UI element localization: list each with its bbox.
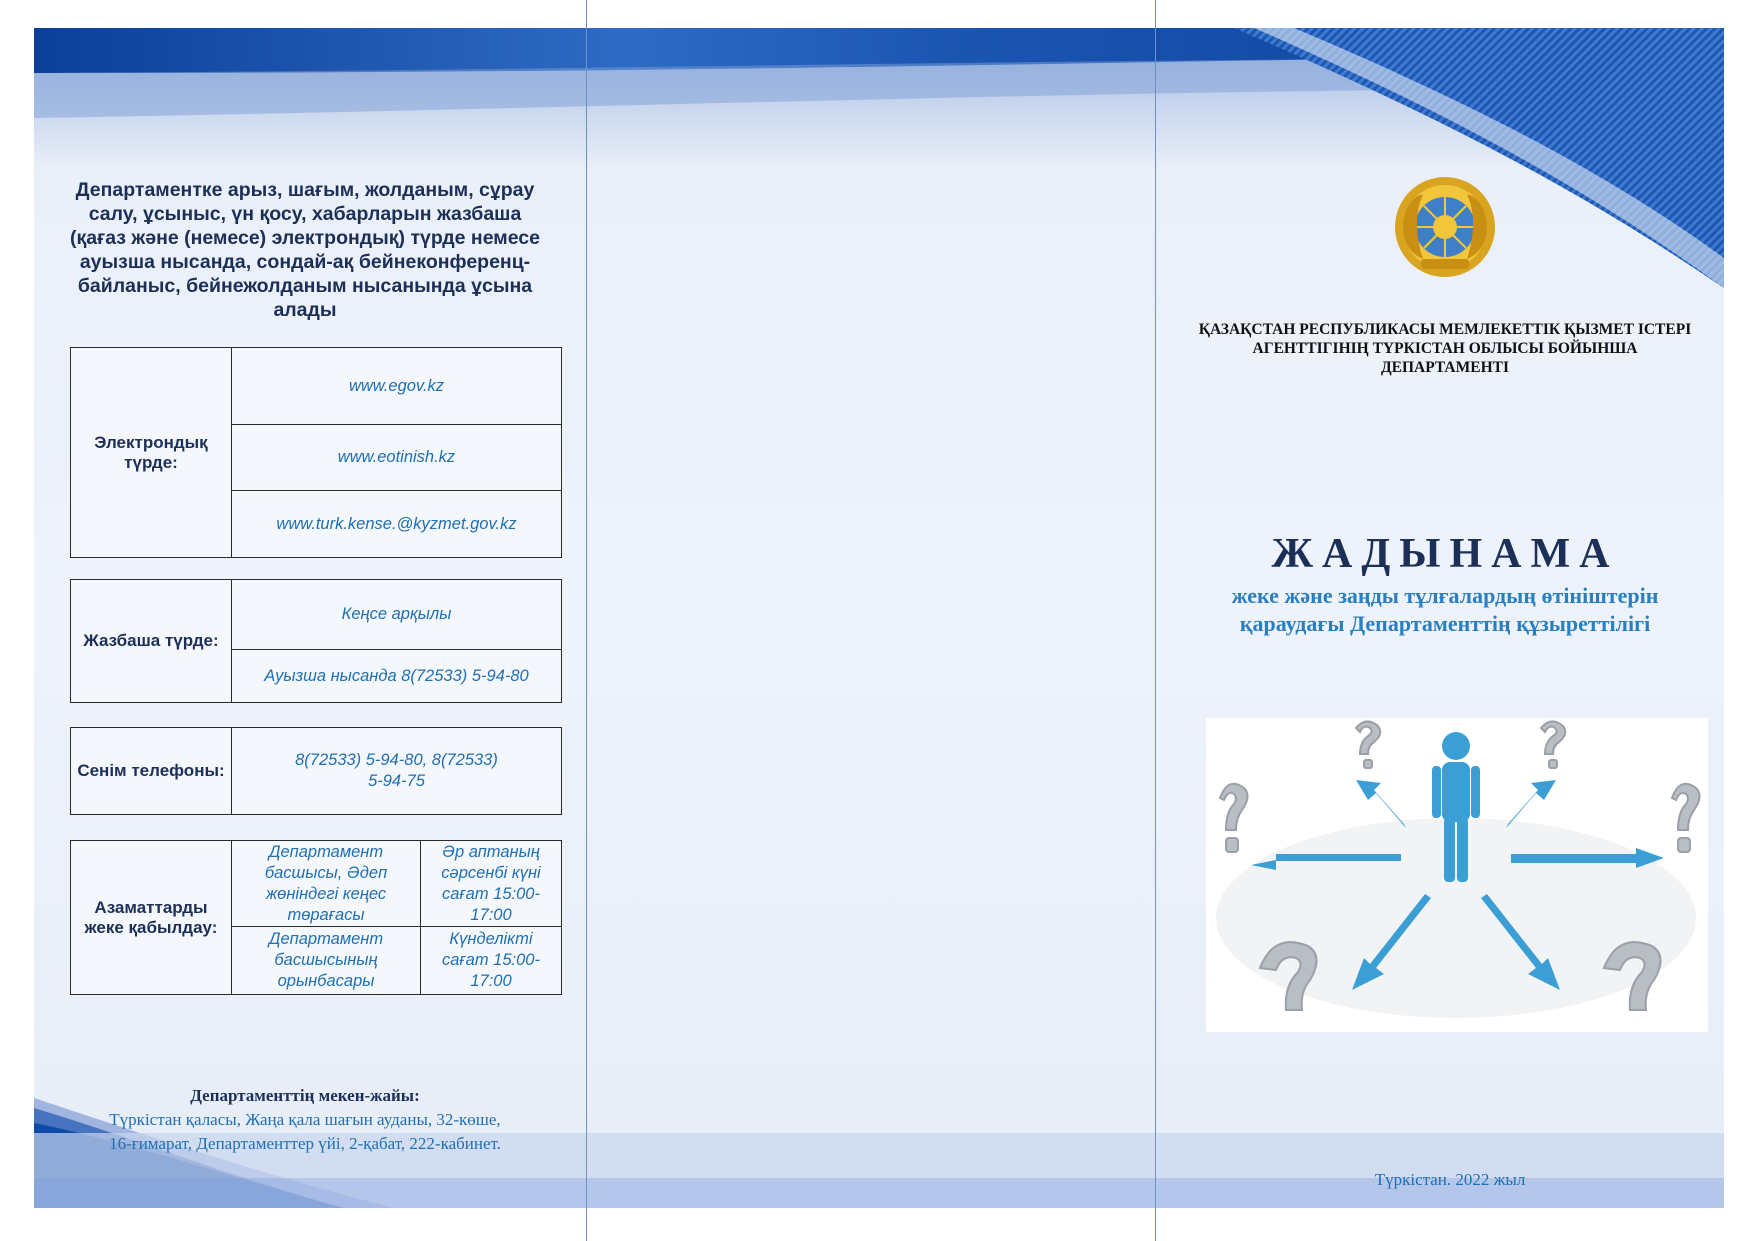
egov-link[interactable]: www.egov.kz	[232, 348, 562, 425]
written-oral: Ауызша нысанда 8(72533) 5-94-80	[232, 650, 562, 703]
address-title: Департаменттің мекен-жайы:	[190, 1086, 420, 1105]
organization-name: ҚАЗАҚСТАН РЕСПУБЛИКАСЫ МЕМЛЕКЕТТІК ҚЫЗМЕТ ІСТЕРІ АГЕНТТІГІНІҢ ТҮРКІСТАН ОБЛЫСЫ БОЙЫНША ДЕПАРТАМЕНТІ	[1198, 321, 1692, 376]
reception-table	[70, 840, 562, 995]
trust-phone-label: Сенім телефоны:	[71, 728, 232, 815]
fold-line-left	[586, 0, 587, 1241]
reception-when-2: Күнделікті сағат 15:00-17:00	[421, 927, 562, 995]
address-line-2: 16-ғимарат, Департаменттер үйі, 2-қабат, 222-кабинет.	[109, 1134, 501, 1153]
electronic-label: Электрондық түрде:	[71, 348, 232, 558]
intro-text: Департаментке арыз, шағым, жолданым, сұрау салу, ұсыныс, үн қосу, хабарларын жазбаша (қағаз және (немесе) электрондық) түрде немесе ауызша нысанда, сондай-ақ бейнеконференц-байланыс, бейнежолданым нысанында ұсына алады	[70, 179, 540, 321]
electronic-table	[70, 347, 562, 558]
state-emblem-icon	[1393, 175, 1497, 279]
address-line-1: Түркістан қаласы, Жаңа қала шағын ауданы, 32-көше,	[109, 1110, 501, 1129]
kense-email-link[interactable]: www.turk.kense.@kyzmet.gov.kz	[232, 491, 562, 558]
brochure-subtitle: жеке және заңды тұлғалардың өтініштерін қараудағы Департаменттің құзыреттілігі	[1231, 583, 1659, 636]
reception-who-1: Департамент басшысы, Әдеп жөніндегі кеңес төрағасы	[232, 841, 421, 927]
eotinish-link[interactable]: www.eotinish.kz	[232, 425, 562, 491]
fold-line-right	[1155, 0, 1156, 1241]
reception-label: Азаматтарды жеке қабылдау:	[71, 841, 232, 995]
person-arrows-illustration	[1206, 718, 1708, 1032]
reception-when-1: Әр аптаның сәрсенбі күні сағат 15:00-17:00	[421, 841, 562, 927]
written-office: Кеңсе арқылы	[232, 580, 562, 650]
city-year-footer: Түркістан. 2022 жыл	[1374, 1170, 1526, 1189]
reception-who-2: Департамент басшысының орынбасары	[232, 927, 421, 995]
trust-phone-table	[70, 727, 562, 815]
trust-phone-value: 8(72533) 5-94-80, 8(72533) 5-94-75	[232, 728, 562, 815]
written-label: Жазбаша түрде:	[71, 580, 232, 703]
written-table	[70, 579, 562, 703]
brochure-title: ЖАДЫНАМА	[1271, 531, 1619, 577]
